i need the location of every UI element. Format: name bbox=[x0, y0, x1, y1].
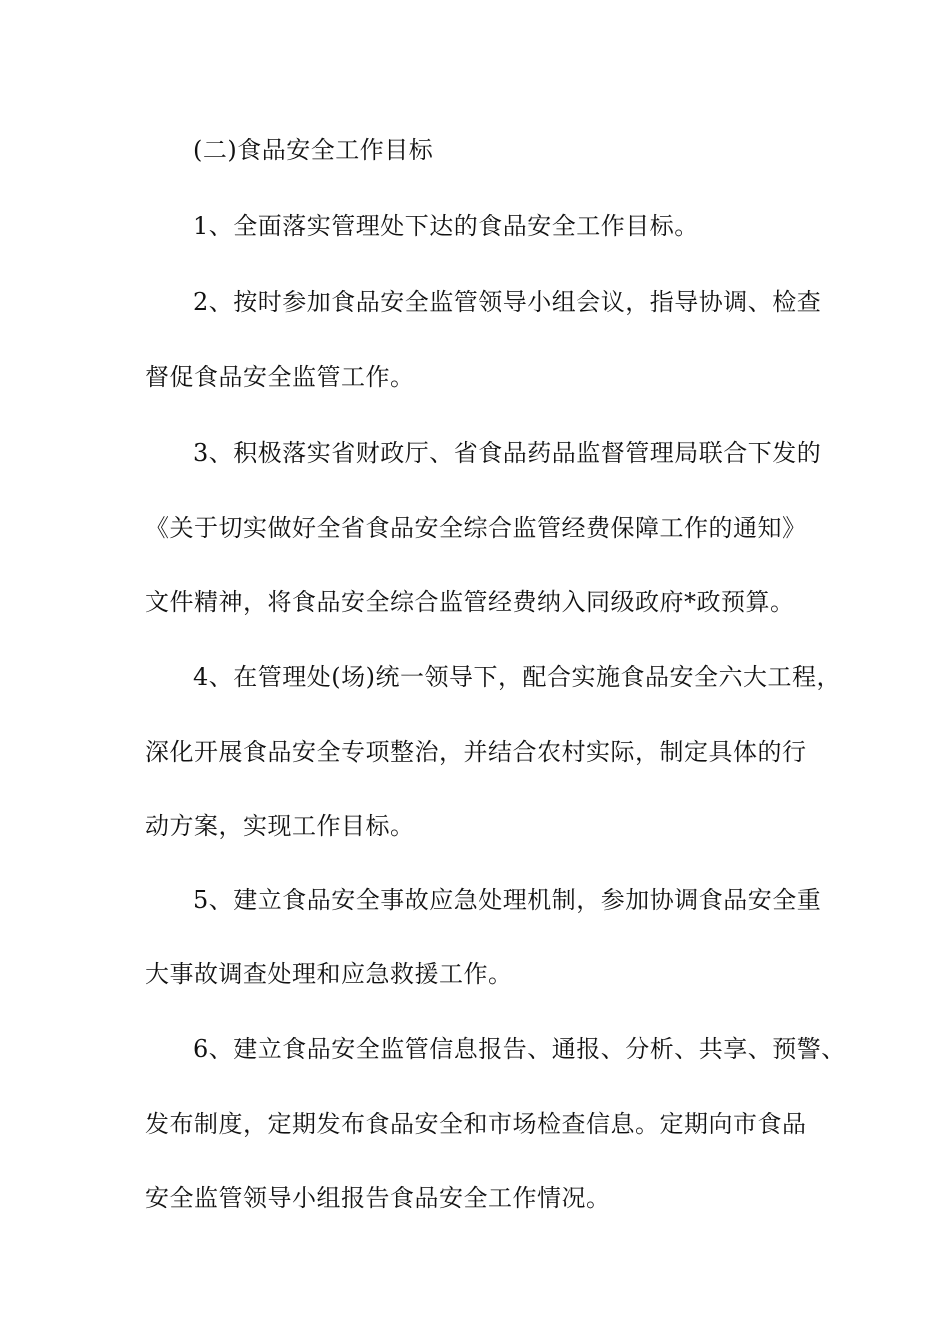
paragraph-line: 2、按时参加食品安全监管领导小组会议，指导协调、检查 bbox=[193, 288, 822, 316]
section-heading: (二)食品安全工作目标 bbox=[193, 136, 434, 164]
paragraph-line: 安全监管领导小组报告食品安全工作情况。 bbox=[145, 1184, 611, 1212]
paragraph-line: 6、建立食品安全监管信息报告、通报、分析、共享、预警、 bbox=[193, 1035, 846, 1063]
paragraph-line: 4、在管理处(场)统一领导下，配合实施食品安全六大工程， bbox=[193, 663, 841, 691]
paragraph-line: 动方案，实现工作目标。 bbox=[145, 812, 415, 840]
paragraph-line: 1、全面落实管理处下达的食品安全工作目标。 bbox=[193, 212, 699, 240]
paragraph-line: 大事故调查处理和应急救援工作。 bbox=[145, 960, 513, 988]
paragraph-line: 督促食品安全监管工作。 bbox=[145, 363, 415, 391]
paragraph-line: 发布制度，定期发布食品安全和市场检查信息。定期向市食品 bbox=[145, 1110, 807, 1138]
paragraph-line: 《关于切实做好全省食品安全综合监管经费保障工作的通知》 bbox=[145, 514, 807, 542]
paragraph-line: 深化开展食品安全专项整治，并结合农村实际，制定具体的行 bbox=[145, 738, 807, 766]
paragraph-line: 文件精神，将食品安全综合监管经费纳入同级政府*政预算。 bbox=[145, 588, 795, 616]
paragraph-line: 3、积极落实省财政厅、省食品药品监督管理局联合下发的 bbox=[193, 439, 822, 467]
paragraph-line: 5、建立食品安全事故应急处理机制，参加协调食品安全重 bbox=[193, 886, 822, 914]
